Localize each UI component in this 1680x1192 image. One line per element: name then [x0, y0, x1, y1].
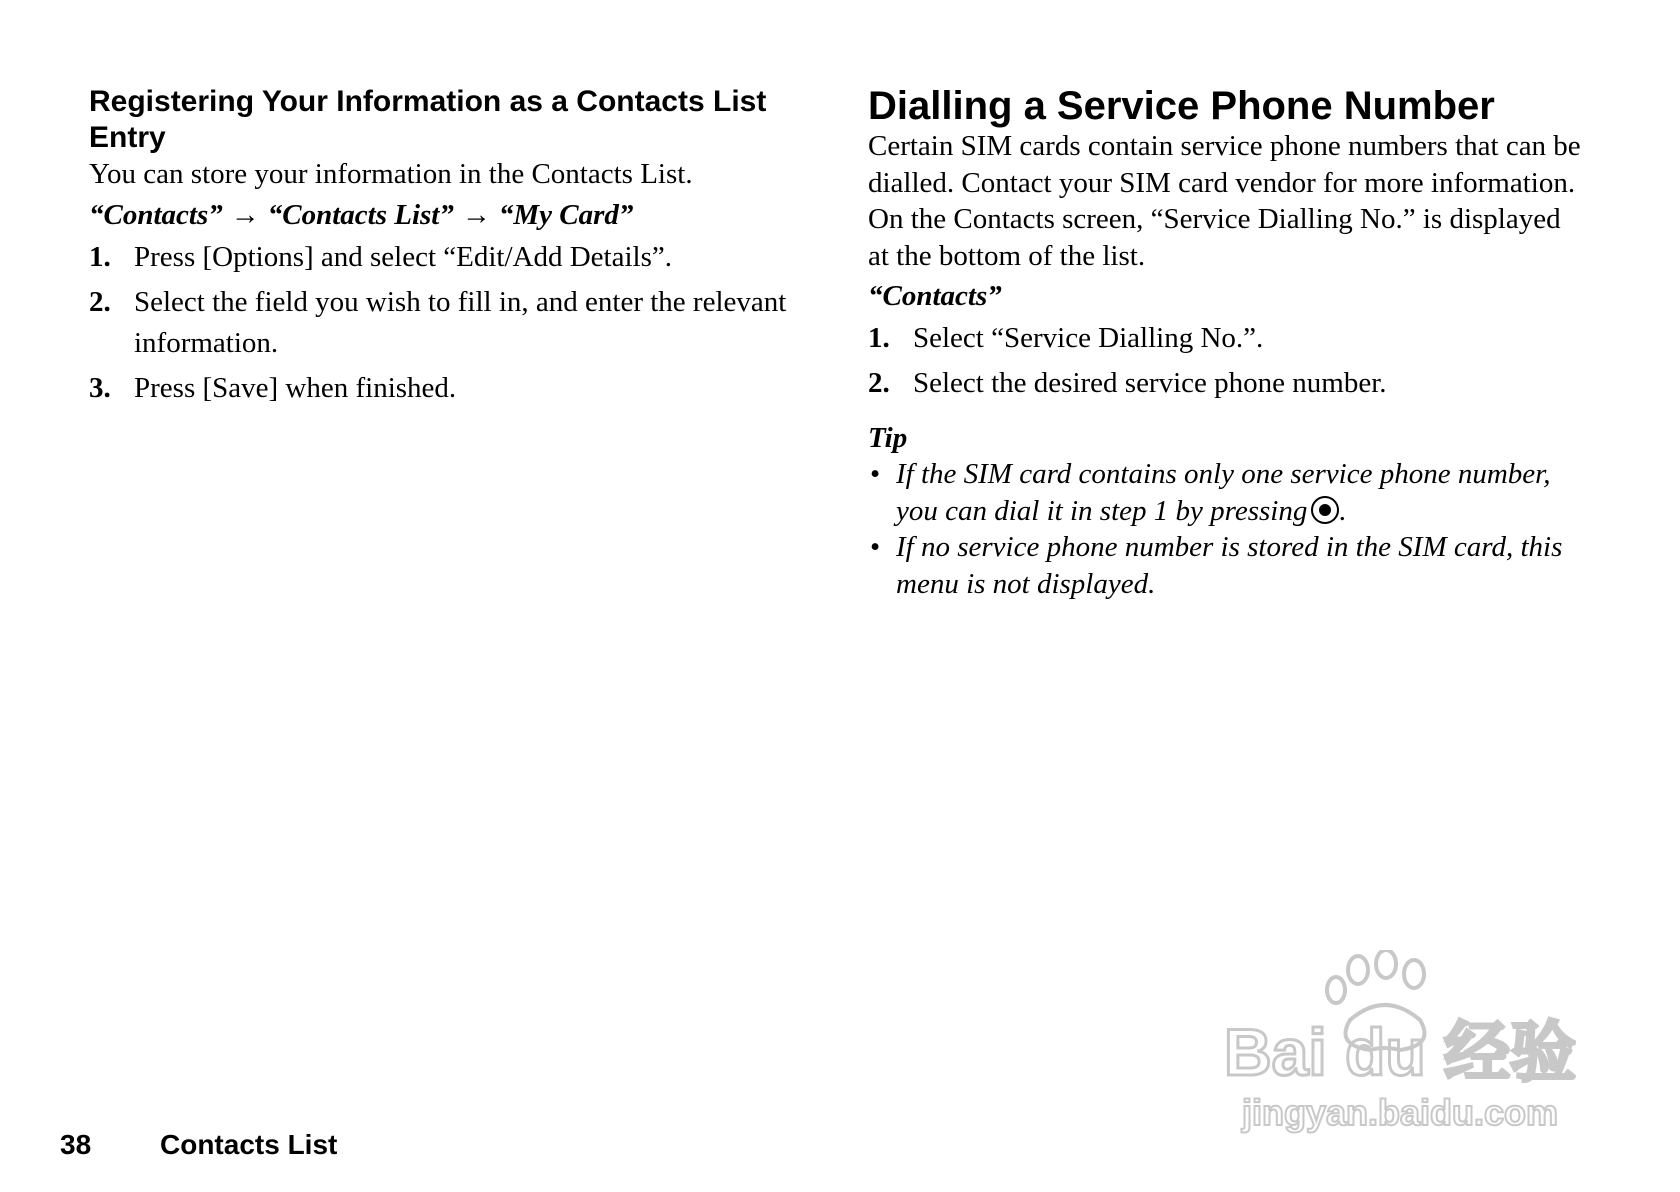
step-number: 3. [89, 371, 111, 404]
step-text: Select “Service Dialling No.”. [913, 322, 1264, 354]
steps-list-registering [89, 237, 789, 409]
right-column [868, 84, 1588, 602]
steps-list-dialling [868, 318, 1588, 404]
step-item [868, 363, 1588, 404]
tip-item [868, 529, 1588, 602]
intro-text-dialling: Certain SIM cards contain service phone numbers that can be dialled. Contact your SIM card vendor for more information. On the Contacts screen, “Service Dialling No.” is displayed at the bottom of the list. [868, 130, 1581, 272]
step-number: 2. [868, 367, 890, 399]
intro-text-registering: You can store your information in the Contacts List. [89, 158, 693, 190]
arrow-right-icon: → [461, 198, 491, 231]
step-item [868, 318, 1588, 359]
baidu-jingyan-watermark [1200, 950, 1600, 1140]
step-text: Press [Options] and select “Edit/Add Details”. [134, 240, 672, 273]
section-heading-dialling: Dialling a Service Phone Number [868, 84, 1495, 128]
tip-text: If no service phone number is stored in the SIM card, this menu is not displayed. [896, 531, 1563, 600]
step-text: Press [Save] when finished. [134, 371, 457, 404]
step-number: 1. [89, 240, 111, 273]
section-heading-registering: Registering Your Information as a Contacts List Entry [89, 85, 767, 154]
step-text: Select the field you wish to fill in, and enter the relevant information. [134, 285, 787, 359]
tip-title: Tip [868, 422, 908, 454]
step-text: Select the desired service phone number. [913, 367, 1387, 399]
menu-path-dialling: “Contacts” [868, 280, 1002, 312]
center-key-icon [1311, 496, 1339, 524]
footer-section-title: Contacts List [160, 1129, 338, 1160]
path-item: “Contacts” [89, 198, 223, 231]
menu-path-registering [89, 197, 789, 233]
step-number: 2. [89, 285, 111, 318]
tip-item [868, 456, 1588, 529]
step-number: 1. [868, 322, 890, 354]
path-item: “My Card” [498, 198, 634, 231]
step-item [89, 282, 789, 364]
bullet-icon: • [870, 531, 881, 563]
tip-list [868, 456, 1588, 602]
path-item: “Contacts List” [267, 198, 454, 231]
page-number: 38 [60, 1129, 92, 1160]
page-footer [60, 1128, 337, 1162]
left-column [89, 84, 789, 409]
bullet-icon: • [870, 458, 881, 490]
watermark-brand: Bai du 经验 [1223, 1015, 1577, 1089]
step-item [89, 368, 789, 409]
tip-suffix: . [1339, 494, 1347, 527]
tip-text: If the SIM card contains only one service phone number, you can dial it in step 1 by pressing [896, 458, 1551, 527]
step-item [89, 237, 789, 278]
watermark-url: jingyan.baidu.com [1241, 1092, 1559, 1133]
arrow-right-icon: → [230, 198, 260, 231]
